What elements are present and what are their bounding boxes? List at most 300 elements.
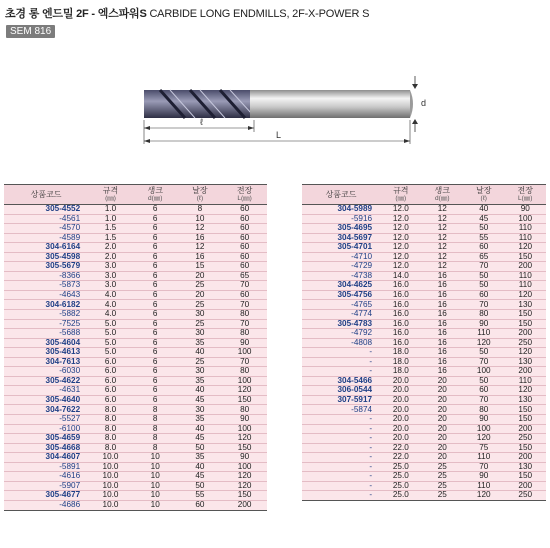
spec-cell: 25.0 xyxy=(380,472,421,482)
spec-cell: 60 xyxy=(222,214,267,224)
spec-cell: 120 xyxy=(504,243,546,253)
spec-cell: 110 xyxy=(504,224,546,234)
product-code-cell: 305-5679 xyxy=(4,262,88,272)
spec-cell: 22.0 xyxy=(380,443,421,453)
spec-cell: 20 xyxy=(178,290,223,300)
spec-cell: 25 xyxy=(178,300,223,310)
spec-cell: 12.0 xyxy=(380,233,421,243)
spec-cell: 6.0 xyxy=(88,367,133,377)
spec-cell: 120 xyxy=(222,386,267,396)
spec-cell: 130 xyxy=(504,300,546,310)
spec-cell: 35 xyxy=(178,453,223,463)
spec-cell: 60 xyxy=(222,252,267,262)
spec-cell: 16.0 xyxy=(380,319,421,329)
spec-cell: 25 xyxy=(178,281,223,291)
spec-cell: 16 xyxy=(422,357,463,367)
table-row xyxy=(302,415,546,425)
product-code-cell: -4589 xyxy=(4,233,88,243)
spec-cell: 25 xyxy=(422,481,463,491)
spec-cell: 200 xyxy=(504,481,546,491)
product-code-cell: 305-4622 xyxy=(4,376,88,386)
product-code-cell: - xyxy=(302,415,380,425)
product-code-cell: - xyxy=(302,453,380,463)
spec-cell: 10 xyxy=(133,481,178,491)
spec-cell: 16 xyxy=(422,310,463,320)
product-code-cell: - xyxy=(302,434,380,444)
spec-cell: 20.0 xyxy=(380,434,421,444)
spec-cell: 60 xyxy=(178,500,223,510)
table-row xyxy=(302,367,546,377)
spec-cell: 40 xyxy=(463,205,504,215)
spec-cell: 100 xyxy=(222,462,267,472)
product-code-cell: 305-4604 xyxy=(4,338,88,348)
spec-cell: 5.0 xyxy=(88,319,133,329)
spec-cell: 16.0 xyxy=(380,329,421,339)
spec-cell: 60 xyxy=(463,290,504,300)
spec-cell: 12.0 xyxy=(380,205,421,215)
spec-cell: 14.0 xyxy=(380,271,421,281)
spec-cell: 100 xyxy=(504,214,546,224)
spec-cell: 16.0 xyxy=(380,300,421,310)
spec-cell: 120 xyxy=(222,472,267,482)
column-header-label: 생크 xyxy=(147,185,163,195)
spec-cell: 55 xyxy=(178,491,223,501)
product-code-cell: - xyxy=(302,357,380,367)
spec-cell: 70 xyxy=(463,262,504,272)
spec-cell: 1.0 xyxy=(88,205,133,215)
spec-cell: 6 xyxy=(133,224,178,234)
spec-cell: 12 xyxy=(422,243,463,253)
spec-cell: 8 xyxy=(133,424,178,434)
spec-cell: 6 xyxy=(133,357,178,367)
spec-cell: 80 xyxy=(222,329,267,339)
product-code-cell: -4616 xyxy=(4,472,88,482)
table-row xyxy=(4,386,267,396)
product-code-cell: - xyxy=(302,491,380,501)
overall-length-label: L xyxy=(276,130,282,140)
spec-cell: 6 xyxy=(133,376,178,386)
column-header-label: 전장 xyxy=(236,185,253,195)
spec-cell: 80 xyxy=(463,405,504,415)
spec-cell: 10 xyxy=(133,500,178,510)
spec-cell: 100 xyxy=(222,348,267,358)
spec-cell: 6.0 xyxy=(88,357,133,367)
spec-cell: 20 xyxy=(422,453,463,463)
spec-cell: 10 xyxy=(133,462,178,472)
spec-cell: 120 xyxy=(222,481,267,491)
product-code-cell: -4738 xyxy=(302,271,380,281)
spec-cell: 45 xyxy=(178,434,223,444)
table-row xyxy=(4,424,267,434)
spec-cell: 90 xyxy=(463,319,504,329)
product-code-cell: 305-4695 xyxy=(302,224,380,234)
spec-cell: 20.0 xyxy=(380,424,421,434)
spec-cell: 4.0 xyxy=(88,310,133,320)
spec-cell: 3.0 xyxy=(88,262,133,272)
spec-cell: 110 xyxy=(504,271,546,281)
table-row xyxy=(302,462,546,472)
spec-table-left xyxy=(4,184,267,511)
spec-cell: 110 xyxy=(504,281,546,291)
spec-cell: 45 xyxy=(178,472,223,482)
spec-cell: 150 xyxy=(504,415,546,425)
spec-cell: 130 xyxy=(504,395,546,405)
spec-cell: 100 xyxy=(463,367,504,377)
product-code-cell: -4808 xyxy=(302,338,380,348)
spec-cell: 20.0 xyxy=(380,376,421,386)
spec-table-right xyxy=(302,184,546,501)
spec-cell: 16 xyxy=(422,319,463,329)
table-row xyxy=(302,205,546,215)
table-row xyxy=(4,415,267,425)
spec-cell: 20.0 xyxy=(380,415,421,425)
spec-cell: 70 xyxy=(222,357,267,367)
column-header-unit: (㎜) xyxy=(395,194,407,202)
column-header-unit: d(㎜) xyxy=(147,194,163,202)
spec-cell: 6 xyxy=(133,262,178,272)
product-code-cell: 305-4613 xyxy=(4,348,88,358)
spec-cell: 16 xyxy=(422,300,463,310)
spec-cell: 30 xyxy=(178,367,223,377)
spec-cell: 6 xyxy=(133,395,178,405)
spec-cell: 30 xyxy=(178,405,223,415)
table-row xyxy=(4,481,267,491)
spec-cell: 65 xyxy=(222,271,267,281)
spec-cell: 90 xyxy=(222,415,267,425)
spec-cell: 45 xyxy=(463,214,504,224)
table-row xyxy=(4,262,267,272)
spec-cell: 65 xyxy=(463,252,504,262)
table-row xyxy=(4,472,267,482)
table-row xyxy=(4,271,267,281)
spec-cell: 40 xyxy=(178,348,223,358)
spec-cell: 90 xyxy=(504,205,546,215)
spec-cell: 60 xyxy=(222,205,267,215)
spec-cell: 25 xyxy=(178,357,223,367)
spec-cell: 120 xyxy=(504,386,546,396)
table-row xyxy=(302,405,546,415)
spec-cell: 6 xyxy=(133,290,178,300)
table-row xyxy=(302,481,546,491)
spec-cell: 35 xyxy=(178,338,223,348)
column-header xyxy=(222,185,267,205)
product-code-cell: -7525 xyxy=(4,319,88,329)
column-header-label: 날장 xyxy=(476,185,492,195)
table-row xyxy=(4,252,267,262)
spec-cell: 12 xyxy=(178,243,223,253)
product-code-cell: -5882 xyxy=(4,310,88,320)
spec-cell: 90 xyxy=(222,453,267,463)
spec-cell: 200 xyxy=(504,367,546,377)
product-code-cell: 305-4640 xyxy=(4,395,88,405)
column-header xyxy=(504,185,546,205)
spec-cell: 16 xyxy=(422,367,463,377)
spec-cell: 6 xyxy=(133,243,178,253)
spec-cell: 20.0 xyxy=(380,395,421,405)
spec-cell: 6 xyxy=(133,252,178,262)
spec-cell: 6.0 xyxy=(88,386,133,396)
spec-cell: 6 xyxy=(133,281,178,291)
spec-cell: 250 xyxy=(504,338,546,348)
spec-cell: 25.0 xyxy=(380,481,421,491)
spec-cell: 4.0 xyxy=(88,300,133,310)
product-code-cell: 304-4607 xyxy=(4,453,88,463)
spec-cell: 18.0 xyxy=(380,357,421,367)
spec-cell: 200 xyxy=(504,262,546,272)
product-code-cell: -4710 xyxy=(302,252,380,262)
spec-cell: 16 xyxy=(422,338,463,348)
spec-cell: 10.0 xyxy=(88,500,133,510)
product-code-cell: -6100 xyxy=(4,424,88,434)
product-code-cell: -5527 xyxy=(4,415,88,425)
table-row xyxy=(302,491,546,501)
table-row xyxy=(302,310,546,320)
spec-cell: 70 xyxy=(463,462,504,472)
product-code-cell: 305-4598 xyxy=(4,252,88,262)
table-header-row xyxy=(4,185,267,205)
spec-cell: 10.0 xyxy=(88,462,133,472)
column-header-unit: d(㎜) xyxy=(435,194,450,202)
column-header-unit: L(㎜) xyxy=(237,194,252,202)
table-row xyxy=(302,329,546,339)
table-row xyxy=(302,243,546,253)
table-row xyxy=(4,243,267,253)
spec-cell: 120 xyxy=(504,290,546,300)
table-row xyxy=(302,214,546,224)
spec-cell: 100 xyxy=(222,376,267,386)
spec-cell: 4.0 xyxy=(88,290,133,300)
spec-cell: 10.0 xyxy=(88,472,133,482)
spec-cell: 6 xyxy=(133,300,178,310)
spec-cell: 100 xyxy=(222,424,267,434)
spec-cell: 200 xyxy=(504,329,546,339)
endmill-flute xyxy=(144,90,254,118)
product-code-cell: - xyxy=(302,481,380,491)
product-code-cell: 304-5697 xyxy=(302,233,380,243)
product-code-cell: 306-0544 xyxy=(302,386,380,396)
table-row xyxy=(4,443,267,453)
product-code-cell: -4561 xyxy=(4,214,88,224)
endmill-diagram xyxy=(130,72,440,152)
spec-cell: 10 xyxy=(178,214,223,224)
product-code-cell: 305-4668 xyxy=(4,443,88,453)
spec-cell: 20 xyxy=(422,376,463,386)
spec-cell: 80 xyxy=(222,405,267,415)
spec-cell: 20 xyxy=(422,434,463,444)
spec-cell: 10.0 xyxy=(88,453,133,463)
spec-cell: 16 xyxy=(422,271,463,281)
spec-cell: 150 xyxy=(504,319,546,329)
table-row xyxy=(302,386,546,396)
table-row xyxy=(4,319,267,329)
product-code-cell: -4686 xyxy=(4,500,88,510)
spec-cell: 12.0 xyxy=(380,252,421,262)
spec-cell: 8 xyxy=(133,405,178,415)
title-english: CARBIDE LONG ENDMILLS, 2F-X-POWER S xyxy=(149,8,370,20)
spec-cell: 60 xyxy=(463,386,504,396)
product-code-cell: -4643 xyxy=(4,290,88,300)
table-row xyxy=(302,434,546,444)
spec-cell: 70 xyxy=(222,300,267,310)
spec-cell: 130 xyxy=(504,462,546,472)
spec-cell: 12 xyxy=(422,224,463,234)
table-row xyxy=(4,205,267,215)
spec-cell: 20 xyxy=(422,415,463,425)
table-row xyxy=(4,224,267,234)
table-row xyxy=(302,290,546,300)
spec-cell: 30 xyxy=(178,310,223,320)
spec-cell: 16.0 xyxy=(380,310,421,320)
spec-cell: 2.0 xyxy=(88,252,133,262)
product-code-cell: - xyxy=(302,472,380,482)
column-header-label: 상품코드 xyxy=(30,189,62,199)
product-code-cell: -4570 xyxy=(4,224,88,234)
spec-cell: 8.0 xyxy=(88,424,133,434)
spec-cell: 150 xyxy=(504,405,546,415)
spec-cell: 50 xyxy=(463,271,504,281)
spec-cell: 12.0 xyxy=(380,214,421,224)
spec-cell: 60 xyxy=(222,262,267,272)
spec-cell: 5.0 xyxy=(88,348,133,358)
spec-cell: 12.0 xyxy=(380,224,421,234)
column-header-unit: (ℓ) xyxy=(196,194,204,202)
spec-cell: 150 xyxy=(504,310,546,320)
spec-cell: 150 xyxy=(504,252,546,262)
spec-cell: 80 xyxy=(222,367,267,377)
product-code-cell: - xyxy=(302,367,380,377)
spec-cell: 50 xyxy=(178,481,223,491)
spec-cell: 10 xyxy=(133,491,178,501)
product-code-cell: -4729 xyxy=(302,262,380,272)
table-row xyxy=(302,376,546,386)
spec-cell: 25.0 xyxy=(380,462,421,472)
column-header-unit: (ℓ) xyxy=(480,194,487,202)
spec-cell: 6.0 xyxy=(88,395,133,405)
product-code-cell: 304-6182 xyxy=(4,300,88,310)
spec-cell: 120 xyxy=(463,434,504,444)
spec-cell: 16 xyxy=(422,290,463,300)
table-row xyxy=(4,395,267,405)
title-korean: 초경 롱 엔드밀 2F - 엑스파워S xyxy=(5,8,147,20)
spec-cell: 25 xyxy=(422,462,463,472)
spec-cell: 70 xyxy=(222,319,267,329)
spec-cell: 110 xyxy=(463,453,504,463)
column-header xyxy=(4,185,88,205)
product-code-cell: -5873 xyxy=(4,281,88,291)
spec-cell: 150 xyxy=(504,472,546,482)
table-row xyxy=(4,434,267,444)
column-header xyxy=(422,185,463,205)
column-header xyxy=(463,185,504,205)
spec-cell: 22.0 xyxy=(380,453,421,463)
product-code-cell: 305-4701 xyxy=(302,243,380,253)
column-header-label: 규격 xyxy=(393,185,409,195)
spec-cell: 40 xyxy=(178,386,223,396)
column-header-unit: L(㎜) xyxy=(518,194,533,202)
spec-cell: 20 xyxy=(422,386,463,396)
product-series-badge: SEM 816 xyxy=(6,25,55,38)
spec-cell: 8 xyxy=(133,415,178,425)
table-row xyxy=(4,376,267,386)
spec-cell: 10 xyxy=(133,453,178,463)
diameter-label: d xyxy=(421,98,427,108)
product-code-cell: -5891 xyxy=(4,462,88,472)
spec-cell: 50 xyxy=(463,281,504,291)
spec-cell: 75 xyxy=(463,443,504,453)
table-row xyxy=(4,367,267,377)
table-row xyxy=(302,472,546,482)
spec-cell: 12.0 xyxy=(380,262,421,272)
column-header xyxy=(380,185,421,205)
spec-cell: 80 xyxy=(463,310,504,320)
spec-cell: 25.0 xyxy=(380,491,421,501)
table-row xyxy=(302,453,546,463)
spec-cell: 20 xyxy=(178,271,223,281)
spec-cell: 60 xyxy=(222,224,267,234)
product-code-cell: - xyxy=(302,348,380,358)
spec-cell: 50 xyxy=(463,376,504,386)
spec-cell: 10 xyxy=(133,472,178,482)
spec-cell: 25 xyxy=(178,319,223,329)
spec-cell: 12 xyxy=(422,262,463,272)
spec-cell: 55 xyxy=(463,233,504,243)
product-code-cell: 305-4756 xyxy=(302,290,380,300)
spec-cell: 16 xyxy=(422,329,463,339)
spec-cell: 90 xyxy=(463,472,504,482)
product-code-cell: -5688 xyxy=(4,329,88,339)
product-code-cell: -5916 xyxy=(302,214,380,224)
product-code-cell: 305-4552 xyxy=(4,205,88,215)
spec-cell: 6 xyxy=(133,329,178,339)
table-row xyxy=(4,357,267,367)
spec-cell: 110 xyxy=(463,481,504,491)
table-row xyxy=(302,348,546,358)
spec-cell: 6 xyxy=(133,205,178,215)
product-code-cell: -4765 xyxy=(302,300,380,310)
product-code-cell: -4774 xyxy=(302,310,380,320)
spec-cell: 50 xyxy=(463,224,504,234)
table-row xyxy=(302,300,546,310)
spec-cell: 70 xyxy=(222,281,267,291)
table-row xyxy=(302,233,546,243)
product-code-cell: 304-5466 xyxy=(302,376,380,386)
spec-cell: 1.5 xyxy=(88,224,133,234)
spec-cell: 120 xyxy=(222,434,267,444)
product-code-cell: 307-5917 xyxy=(302,395,380,405)
column-header xyxy=(178,185,223,205)
spec-cell: 15 xyxy=(178,262,223,272)
table-row xyxy=(4,453,267,463)
column-header xyxy=(133,185,178,205)
spec-cell: 60 xyxy=(222,290,267,300)
spec-cell: 6 xyxy=(133,233,178,243)
spec-cell: 16.0 xyxy=(380,290,421,300)
spec-cell: 12 xyxy=(178,224,223,234)
spec-cell: 250 xyxy=(504,434,546,444)
spec-cell: 2.0 xyxy=(88,243,133,253)
table-row xyxy=(4,405,267,415)
table-row xyxy=(4,338,267,348)
spec-cell: 6 xyxy=(133,367,178,377)
spec-cell: 8.0 xyxy=(88,434,133,444)
table-row xyxy=(4,500,267,510)
product-code-cell: 304-7622 xyxy=(4,405,88,415)
table-row xyxy=(302,357,546,367)
spec-cell: 5.0 xyxy=(88,329,133,339)
table-row xyxy=(302,271,546,281)
spec-cell: 18.0 xyxy=(380,348,421,358)
product-code-cell: -5907 xyxy=(4,481,88,491)
